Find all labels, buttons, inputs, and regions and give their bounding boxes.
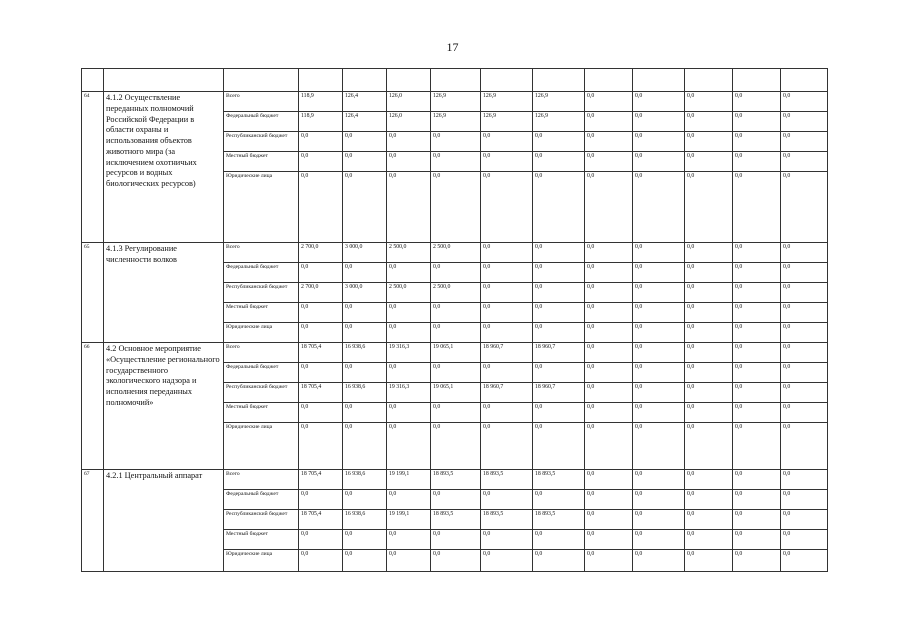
value-cell: 126,9 — [431, 92, 481, 112]
value-cell: 0,0 — [733, 152, 781, 172]
value-cell: 18 705,4 — [299, 343, 343, 363]
value-cell: 0,0 — [431, 363, 481, 383]
value-cell: 2 500,0 — [387, 283, 431, 303]
value-cell: 0,0 — [781, 403, 828, 423]
value-cell: 0,0 — [299, 132, 343, 152]
value-cell: 0,0 — [533, 243, 585, 263]
value-cell: 0,0 — [585, 172, 633, 243]
value-cell: 16 938,6 — [343, 470, 387, 490]
value-cell: 0,0 — [633, 343, 685, 363]
value-cell: 0,0 — [533, 363, 585, 383]
value-cell: 0,0 — [585, 363, 633, 383]
value-cell: 0,0 — [299, 530, 343, 550]
value-cell: 0,0 — [685, 530, 733, 550]
value-cell: 0,0 — [481, 152, 533, 172]
value-cell: 2 700,0 — [299, 243, 343, 263]
value-cell: 0,0 — [685, 550, 733, 572]
value-cell: 0,0 — [481, 263, 533, 283]
value-cell: 18 705,4 — [299, 383, 343, 403]
value-cell: 0,0 — [585, 510, 633, 530]
value-cell: 0,0 — [781, 423, 828, 470]
value-cell: 0,0 — [685, 470, 733, 490]
funding-source: Местный бюджет — [224, 152, 299, 172]
value-cell: 0,0 — [387, 172, 431, 243]
value-cell: 0,0 — [733, 423, 781, 470]
value-cell: 0,0 — [685, 423, 733, 470]
row-number: 67 — [82, 470, 104, 572]
value-cell: 0,0 — [633, 550, 685, 572]
value-cell: 0,0 — [343, 490, 387, 510]
value-cell: 0,0 — [685, 323, 733, 343]
value-cell: 0,0 — [685, 283, 733, 303]
value-cell: 0,0 — [533, 550, 585, 572]
value-cell: 16 938,6 — [343, 343, 387, 363]
value-cell: 0,0 — [633, 423, 685, 470]
value-cell: 0,0 — [533, 323, 585, 343]
value-cell: 0,0 — [781, 363, 828, 383]
value-cell: 0,0 — [431, 303, 481, 323]
value-cell: 0,0 — [633, 530, 685, 550]
value-cell: 0,0 — [299, 172, 343, 243]
value-cell: 0,0 — [481, 323, 533, 343]
value-cell: 0,0 — [343, 550, 387, 572]
value-cell: 0,0 — [685, 403, 733, 423]
value-cell: 0,0 — [481, 423, 533, 470]
value-cell: 0,0 — [685, 92, 733, 112]
value-cell: 0,0 — [533, 132, 585, 152]
table-row — [82, 92, 828, 112]
value-cell: 0,0 — [299, 323, 343, 343]
value-cell: 0,0 — [733, 172, 781, 243]
value-cell: 0,0 — [633, 383, 685, 403]
value-cell: 19 316,3 — [387, 343, 431, 363]
value-cell: 0,0 — [387, 303, 431, 323]
value-cell: 0,0 — [733, 510, 781, 530]
value-cell: 19 065,1 — [431, 343, 481, 363]
value-cell: 0,0 — [299, 403, 343, 423]
value-cell: 0,0 — [585, 323, 633, 343]
funding-source: Федеральный бюджет — [224, 363, 299, 383]
value-cell: 0,0 — [633, 510, 685, 530]
funding-source: Республиканский бюджет — [224, 283, 299, 303]
value-cell: 0,0 — [781, 132, 828, 152]
value-cell: 0,0 — [585, 470, 633, 490]
value-cell: 0,0 — [299, 423, 343, 470]
value-cell: 18 705,4 — [299, 510, 343, 530]
value-cell: 0,0 — [733, 283, 781, 303]
value-cell: 0,0 — [781, 490, 828, 510]
value-cell: 0,0 — [633, 92, 685, 112]
value-cell: 0,0 — [733, 112, 781, 132]
value-cell: 0,0 — [733, 323, 781, 343]
value-cell: 0,0 — [387, 152, 431, 172]
value-cell: 2 500,0 — [431, 243, 481, 263]
value-cell: 0,0 — [733, 490, 781, 510]
value-cell: 0,0 — [585, 92, 633, 112]
value-cell: 0,0 — [481, 303, 533, 323]
page-number: 17 — [446, 40, 459, 54]
value-cell: 0,0 — [781, 383, 828, 403]
value-cell: 0,0 — [431, 132, 481, 152]
value-cell: 0,0 — [685, 363, 733, 383]
value-cell: 18 893,5 — [431, 470, 481, 490]
funding-source: Федеральный бюджет — [224, 490, 299, 510]
value-cell: 0,0 — [533, 403, 585, 423]
value-cell: 0,0 — [387, 423, 431, 470]
value-cell: 126,0 — [387, 92, 431, 112]
funding-source: Республиканский бюджет — [224, 510, 299, 530]
value-cell: 0,0 — [431, 550, 481, 572]
value-cell: 0,0 — [685, 132, 733, 152]
value-cell: 0,0 — [633, 132, 685, 152]
value-cell: 0,0 — [387, 323, 431, 343]
value-cell: 0,0 — [781, 92, 828, 112]
value-cell: 118,9 — [299, 112, 343, 132]
value-cell: 0,0 — [685, 303, 733, 323]
value-cell: 0,0 — [633, 263, 685, 283]
value-cell: 0,0 — [733, 363, 781, 383]
value-cell: 0,0 — [481, 243, 533, 263]
value-cell: 0,0 — [533, 152, 585, 172]
value-cell: 0,0 — [585, 490, 633, 510]
value-cell: 0,0 — [633, 363, 685, 383]
value-cell: 0,0 — [431, 263, 481, 283]
value-cell: 0,0 — [299, 363, 343, 383]
value-cell: 18 893,5 — [481, 470, 533, 490]
value-cell: 0,0 — [585, 530, 633, 550]
funding-source: Местный бюджет — [224, 303, 299, 323]
value-cell: 0,0 — [781, 510, 828, 530]
value-cell: 0,0 — [781, 303, 828, 323]
value-cell: 0,0 — [685, 112, 733, 132]
value-cell: 0,0 — [343, 530, 387, 550]
funding-source: Федеральный бюджет — [224, 112, 299, 132]
value-cell: 0,0 — [685, 510, 733, 530]
value-cell: 0,0 — [633, 403, 685, 423]
value-cell: 0,0 — [781, 470, 828, 490]
row-number: 64 — [82, 92, 104, 243]
value-cell: 0,0 — [431, 152, 481, 172]
value-cell: 0,0 — [387, 490, 431, 510]
value-cell: 0,0 — [781, 152, 828, 172]
funding-source: Всего — [224, 343, 299, 363]
measure-name: 4.1.3 Регулирование численности волков — [104, 243, 224, 343]
value-cell: 0,0 — [431, 172, 481, 243]
value-cell: 0,0 — [343, 152, 387, 172]
value-cell: 0,0 — [431, 323, 481, 343]
value-cell: 18 705,4 — [299, 470, 343, 490]
value-cell: 2 500,0 — [387, 243, 431, 263]
value-cell: 118,9 — [299, 92, 343, 112]
value-cell: 0,0 — [299, 550, 343, 572]
value-cell: 0,0 — [781, 172, 828, 243]
value-cell: 0,0 — [343, 263, 387, 283]
value-cell: 0,0 — [299, 303, 343, 323]
value-cell: 0,0 — [685, 243, 733, 263]
value-cell: 0,0 — [533, 490, 585, 510]
value-cell: 0,0 — [387, 530, 431, 550]
value-cell: 126,9 — [533, 112, 585, 132]
value-cell: 0,0 — [533, 423, 585, 470]
value-cell: 0,0 — [781, 243, 828, 263]
value-cell: 0,0 — [781, 112, 828, 132]
value-cell: 0,0 — [481, 132, 533, 152]
value-cell: 0,0 — [481, 403, 533, 423]
table-row — [82, 470, 828, 490]
value-cell: 0,0 — [343, 303, 387, 323]
value-cell: 0,0 — [481, 363, 533, 383]
value-cell: 126,9 — [533, 92, 585, 112]
value-cell: 126,9 — [431, 112, 481, 132]
funding-source: Федеральный бюджет — [224, 263, 299, 283]
value-cell: 126,9 — [481, 92, 533, 112]
value-cell: 0,0 — [585, 423, 633, 470]
value-cell: 0,0 — [733, 132, 781, 152]
value-cell: 0,0 — [733, 403, 781, 423]
value-cell: 0,0 — [585, 303, 633, 323]
value-cell: 0,0 — [633, 112, 685, 132]
value-cell: 0,0 — [733, 303, 781, 323]
value-cell: 0,0 — [585, 403, 633, 423]
value-cell: 0,0 — [481, 490, 533, 510]
value-cell: 0,0 — [343, 423, 387, 470]
value-cell: 0,0 — [685, 490, 733, 510]
budget-table — [81, 68, 828, 572]
value-cell: 0,0 — [585, 112, 633, 132]
value-cell: 0,0 — [431, 490, 481, 510]
value-cell: 0,0 — [533, 530, 585, 550]
value-cell: 0,0 — [533, 283, 585, 303]
value-cell: 19 199,1 — [387, 510, 431, 530]
value-cell: 18 960,7 — [481, 383, 533, 403]
value-cell: 0,0 — [431, 530, 481, 550]
value-cell: 0,0 — [431, 403, 481, 423]
value-cell: 126,9 — [481, 112, 533, 132]
measure-name: 4.1.2 Осуществление переданных полномочий Российской Федерации в области охраны и использования объектов животного мира (за исключением охотничьих ресурсов и водных биологических ресурсов) — [104, 92, 224, 243]
value-cell: 19 316,3 — [387, 383, 431, 403]
funding-source: Юридические лица — [224, 550, 299, 572]
value-cell: 0,0 — [387, 132, 431, 152]
value-cell: 18 893,5 — [533, 470, 585, 490]
value-cell: 0,0 — [585, 383, 633, 403]
value-cell: 0,0 — [633, 283, 685, 303]
value-cell: 126,4 — [343, 92, 387, 112]
value-cell: 0,0 — [299, 152, 343, 172]
value-cell: 16 938,6 — [343, 510, 387, 530]
value-cell: 0,0 — [733, 470, 781, 490]
value-cell: 0,0 — [343, 363, 387, 383]
value-cell: 2 700,0 — [299, 283, 343, 303]
value-cell: 0,0 — [481, 172, 533, 243]
value-cell: 0,0 — [781, 283, 828, 303]
value-cell: 18 960,7 — [533, 343, 585, 363]
value-cell: 18 893,5 — [481, 510, 533, 530]
value-cell: 0,0 — [685, 172, 733, 243]
table-row — [82, 343, 828, 363]
value-cell: 0,0 — [481, 283, 533, 303]
funding-source: Республиканский бюджет — [224, 132, 299, 152]
value-cell: 0,0 — [685, 343, 733, 363]
value-cell: 18 960,7 — [533, 383, 585, 403]
value-cell: 0,0 — [387, 403, 431, 423]
value-cell: 0,0 — [299, 263, 343, 283]
value-cell: 0,0 — [733, 550, 781, 572]
value-cell: 0,0 — [533, 303, 585, 323]
value-cell: 0,0 — [733, 383, 781, 403]
value-cell: 0,0 — [387, 363, 431, 383]
value-cell: 0,0 — [585, 343, 633, 363]
funding-source: Всего — [224, 470, 299, 490]
value-cell: 0,0 — [685, 383, 733, 403]
value-cell: 0,0 — [481, 530, 533, 550]
funding-source: Всего — [224, 92, 299, 112]
value-cell: 0,0 — [633, 243, 685, 263]
table-header-row — [82, 69, 828, 92]
value-cell: 0,0 — [343, 132, 387, 152]
value-cell: 0,0 — [387, 263, 431, 283]
value-cell: 0,0 — [781, 323, 828, 343]
value-cell: 0,0 — [633, 323, 685, 343]
value-cell: 3 000,0 — [343, 283, 387, 303]
funding-source: Местный бюджет — [224, 530, 299, 550]
value-cell: 18 893,5 — [533, 510, 585, 530]
value-cell: 19 065,1 — [431, 383, 481, 403]
value-cell: 0,0 — [733, 243, 781, 263]
funding-source: Всего — [224, 243, 299, 263]
value-cell: 0,0 — [633, 490, 685, 510]
value-cell: 0,0 — [585, 283, 633, 303]
value-cell: 0,0 — [343, 403, 387, 423]
value-cell: 0,0 — [781, 550, 828, 572]
funding-source: Местный бюджет — [224, 403, 299, 423]
value-cell: 0,0 — [585, 550, 633, 572]
value-cell: 0,0 — [781, 343, 828, 363]
value-cell: 18 893,5 — [431, 510, 481, 530]
value-cell: 0,0 — [481, 550, 533, 572]
value-cell: 0,0 — [343, 172, 387, 243]
value-cell: 0,0 — [431, 423, 481, 470]
value-cell: 0,0 — [585, 263, 633, 283]
funding-source: Юридические лица — [224, 172, 299, 243]
value-cell: 0,0 — [533, 263, 585, 283]
value-cell: 19 199,1 — [387, 470, 431, 490]
value-cell: 18 960,7 — [481, 343, 533, 363]
funding-source: Юридические лица — [224, 423, 299, 470]
value-cell: 0,0 — [633, 172, 685, 243]
value-cell: 126,4 — [343, 112, 387, 132]
row-number: 66 — [82, 343, 104, 470]
funding-source: Республиканский бюджет — [224, 383, 299, 403]
value-cell: 0,0 — [343, 323, 387, 343]
funding-source: Юридические лица — [224, 323, 299, 343]
value-cell: 0,0 — [633, 303, 685, 323]
value-cell: 0,0 — [781, 530, 828, 550]
value-cell: 126,0 — [387, 112, 431, 132]
value-cell: 0,0 — [733, 92, 781, 112]
value-cell: 0,0 — [685, 152, 733, 172]
value-cell: 0,0 — [585, 132, 633, 152]
value-cell: 16 938,6 — [343, 383, 387, 403]
measure-name: 4.2.1 Центральный аппарат — [104, 470, 224, 572]
value-cell: 0,0 — [685, 263, 733, 283]
value-cell: 0,0 — [633, 152, 685, 172]
measure-name: 4.2 Основное мероприятие «Осуществление регионального государственного экологического надзора и исполнения переданных полномочий» — [104, 343, 224, 470]
row-number: 65 — [82, 243, 104, 343]
value-cell: 2 500,0 — [431, 283, 481, 303]
table-row — [82, 243, 828, 263]
value-cell: 3 000,0 — [343, 243, 387, 263]
value-cell: 0,0 — [585, 243, 633, 263]
value-cell: 0,0 — [299, 490, 343, 510]
value-cell: 0,0 — [781, 263, 828, 283]
value-cell: 0,0 — [633, 470, 685, 490]
value-cell: 0,0 — [733, 343, 781, 363]
value-cell: 0,0 — [387, 550, 431, 572]
value-cell: 0,0 — [733, 263, 781, 283]
value-cell: 0,0 — [533, 172, 585, 243]
value-cell: 0,0 — [733, 530, 781, 550]
value-cell: 0,0 — [585, 152, 633, 172]
